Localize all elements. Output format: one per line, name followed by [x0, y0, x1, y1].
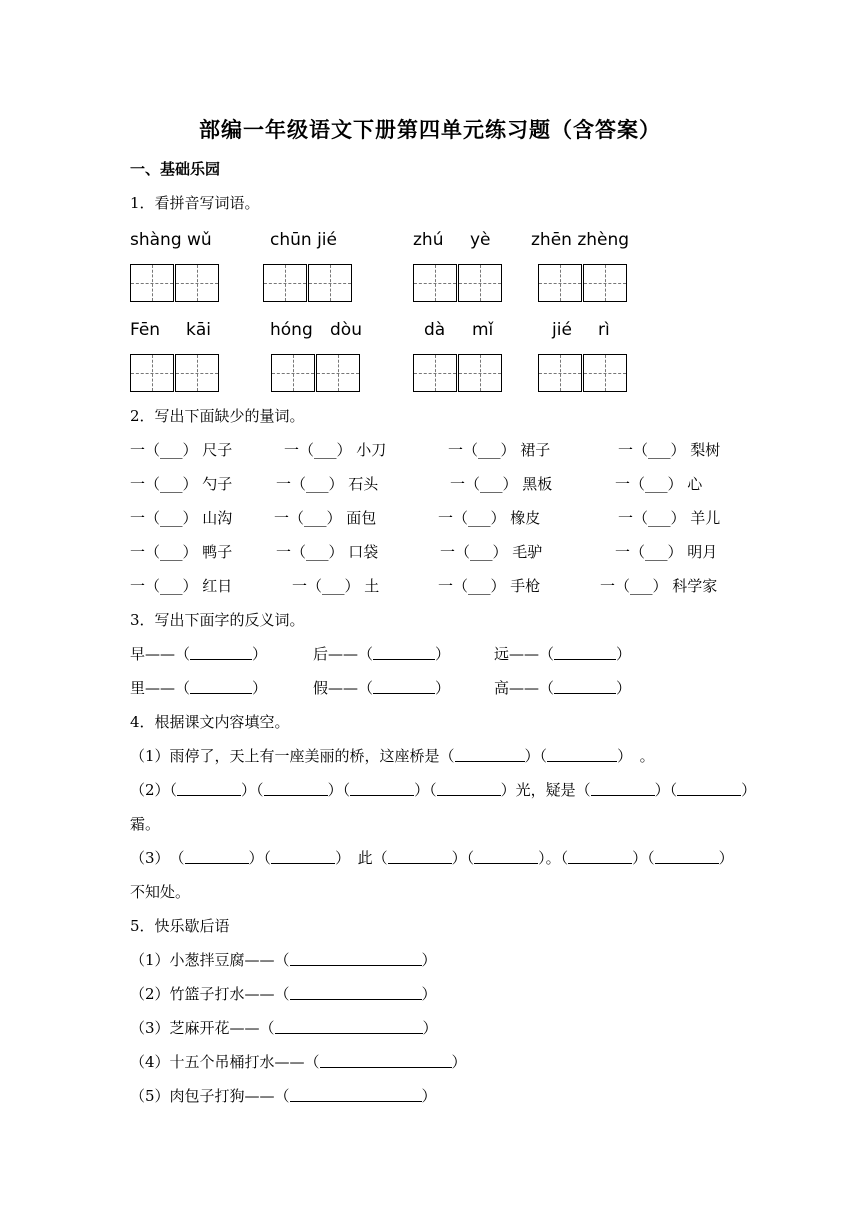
xiehouyu-item: （5）肉包子打狗——（ ）: [130, 1087, 437, 1105]
noun: 黑板: [522, 475, 553, 493]
measure-word-blank[interactable]: 一（___）: [274, 509, 342, 527]
noun: 山沟: [202, 509, 233, 527]
noun: 口袋: [348, 543, 379, 561]
section-heading-basics: 一、基础乐园: [130, 160, 221, 178]
answer-blank[interactable]: [290, 1087, 422, 1102]
fill-line-2-end: 霜。: [130, 815, 161, 833]
answer-blank[interactable]: [320, 1053, 452, 1068]
fill-line-3: （3） （ ）（ ） 此（ ）（ ）。（ ）（ ）: [130, 849, 734, 867]
measure-word-blank[interactable]: 一（___）: [276, 475, 344, 493]
xiehouyu-item: （4）十五个吊桶打水——（ ）: [130, 1053, 467, 1071]
answer-blank[interactable]: [554, 645, 616, 660]
pinyin: shàng wǔ: [130, 230, 212, 250]
antonym-item: 高——（ ）: [494, 679, 632, 697]
pinyin: dà: [424, 320, 446, 340]
noun: 裙子: [520, 441, 551, 459]
writing-grid-box[interactable]: [130, 354, 174, 392]
antonym-item: 假——（ ）: [313, 679, 451, 697]
fill-line-2: （2）（ ）（ ）（ ）（ ）光，疑是（ ）（ ）: [130, 781, 757, 799]
pinyin: chūn jié: [270, 230, 337, 250]
noun: 明月: [687, 543, 718, 561]
pinyin: rì: [598, 320, 610, 340]
question-4-label: 4．根据课文内容填空。: [130, 713, 290, 731]
antonym-char: 高: [494, 679, 510, 697]
answer-blank[interactable]: [554, 679, 616, 694]
antonym-char: 里: [130, 679, 146, 697]
pinyin: zhú: [413, 230, 444, 250]
xiehouyu-item: （3）芝麻开花——（ ）: [130, 1019, 438, 1037]
writing-grid-box[interactable]: [175, 354, 219, 392]
writing-grid-box[interactable]: [263, 264, 307, 302]
noun: 科学家: [672, 577, 718, 595]
noun: 鸭子: [202, 543, 233, 561]
answer-blank[interactable]: [190, 645, 252, 660]
measure-word-blank[interactable]: 一（___）: [292, 577, 360, 595]
writing-grid-box[interactable]: [538, 354, 582, 392]
question-1-label: 1．看拼音写词语。: [130, 194, 260, 212]
noun: 羊儿: [690, 509, 721, 527]
measure-word-blank[interactable]: 一（___）: [618, 441, 686, 459]
answer-blank[interactable]: [591, 781, 655, 796]
noun: 尺子: [202, 441, 233, 459]
measure-word-blank[interactable]: 一（___）: [448, 441, 516, 459]
noun: 石头: [348, 475, 379, 493]
pinyin: hóng: [270, 320, 313, 340]
fill-line-1: （1）雨停了，天上有一座美丽的桥，这座桥是（ ）（ ） 。: [130, 747, 655, 765]
answer-blank[interactable]: [290, 951, 422, 966]
antonym-char: 远: [494, 645, 510, 663]
answer-blank[interactable]: [388, 849, 452, 864]
answer-blank[interactable]: [275, 1019, 423, 1034]
answer-blank[interactable]: [185, 849, 249, 864]
noun: 面包: [346, 509, 377, 527]
measure-word-blank[interactable]: 一（___）: [130, 509, 198, 527]
measure-word-blank[interactable]: 一（___）: [130, 577, 198, 595]
antonym-item: 里——（ ）: [130, 679, 268, 697]
measure-word-blank[interactable]: 一（___）: [130, 441, 198, 459]
writing-grid-box[interactable]: [271, 354, 315, 392]
answer-blank[interactable]: [568, 849, 632, 864]
answer-blank[interactable]: [455, 747, 525, 762]
writing-grid-box[interactable]: [583, 354, 627, 392]
measure-word-blank[interactable]: 一（___）: [618, 509, 686, 527]
measure-word-blank[interactable]: 一（___）: [615, 475, 683, 493]
writing-grid-box[interactable]: [308, 264, 352, 302]
noun: 毛驴: [512, 543, 543, 561]
xiehouyu-item: （1）小葱拌豆腐——（ ）: [130, 951, 437, 969]
noun: 手枪: [510, 577, 541, 595]
answer-blank[interactable]: [190, 679, 252, 694]
noun: 土: [364, 577, 380, 595]
page-title: 部编一年级语文下册第四单元练习题（含答案）: [199, 117, 661, 142]
question-3-label: 3．写出下面字的反义词。: [130, 611, 305, 629]
writing-grid-box[interactable]: [316, 354, 360, 392]
measure-word-blank[interactable]: 一（___）: [438, 509, 506, 527]
writing-grid-box[interactable]: [458, 264, 502, 302]
writing-grid-box[interactable]: [130, 264, 174, 302]
measure-word-blank[interactable]: 一（___）: [130, 475, 198, 493]
measure-word-blank[interactable]: 一（___）: [284, 441, 352, 459]
measure-word-blank[interactable]: 一（___）: [130, 543, 198, 561]
writing-grid-box[interactable]: [538, 264, 582, 302]
measure-word-blank[interactable]: 一（___）: [615, 543, 683, 561]
antonym-item: 远——（ ）: [494, 645, 632, 663]
answer-blank[interactable]: [655, 849, 719, 864]
question-5-label: 5．快乐歇后语: [130, 917, 230, 935]
answer-blank[interactable]: [677, 781, 741, 796]
measure-word-blank[interactable]: 一（___）: [440, 543, 508, 561]
pinyin: mǐ: [472, 320, 494, 340]
pinyin: dòu: [330, 320, 362, 340]
pinyin: jié: [552, 320, 572, 340]
writing-grid-box[interactable]: [413, 264, 457, 302]
answer-blank[interactable]: [373, 645, 435, 660]
measure-word-blank[interactable]: 一（___）: [450, 475, 518, 493]
noun: 橡皮: [510, 509, 541, 527]
noun: 梨树: [690, 441, 721, 459]
answer-blank[interactable]: [350, 781, 414, 796]
answer-blank[interactable]: [177, 781, 241, 796]
answer-blank[interactable]: [373, 679, 435, 694]
pinyin: Fēn: [130, 320, 161, 340]
measure-word-blank[interactable]: 一（___）: [600, 577, 668, 595]
antonym-char: 早: [130, 645, 146, 663]
measure-word-blank[interactable]: 一（___）: [276, 543, 344, 561]
noun: 心: [687, 475, 703, 493]
measure-word-blank[interactable]: 一（___）: [438, 577, 506, 595]
pinyin: zhēn zhèng: [531, 230, 630, 250]
writing-grid-box[interactable]: [175, 264, 219, 302]
noun: 勺子: [202, 475, 233, 493]
writing-grid-box[interactable]: [583, 264, 627, 302]
noun: 小刀: [356, 441, 387, 459]
antonym-char: 后: [313, 645, 329, 663]
writing-grid-box[interactable]: [413, 354, 457, 392]
antonym-item: 后——（ ）: [313, 645, 451, 663]
antonym-char: 假: [313, 679, 329, 697]
question-2-label: 2．写出下面缺少的量词。: [130, 407, 305, 425]
answer-blank[interactable]: [437, 781, 501, 796]
xiehouyu-item: （2）竹篮子打水——（ ）: [130, 985, 437, 1003]
answer-blank[interactable]: [547, 747, 617, 762]
answer-blank[interactable]: [290, 985, 422, 1000]
fill-line-3-end: 不知处。: [130, 883, 191, 901]
answer-blank[interactable]: [271, 849, 335, 864]
pinyin: kāi: [186, 320, 211, 340]
writing-grid-box[interactable]: [458, 354, 502, 392]
antonym-item: 早——（ ）: [130, 645, 268, 663]
answer-blank[interactable]: [474, 849, 538, 864]
answer-blank[interactable]: [264, 781, 328, 796]
noun: 红日: [202, 577, 233, 595]
pinyin: yè: [470, 230, 491, 250]
